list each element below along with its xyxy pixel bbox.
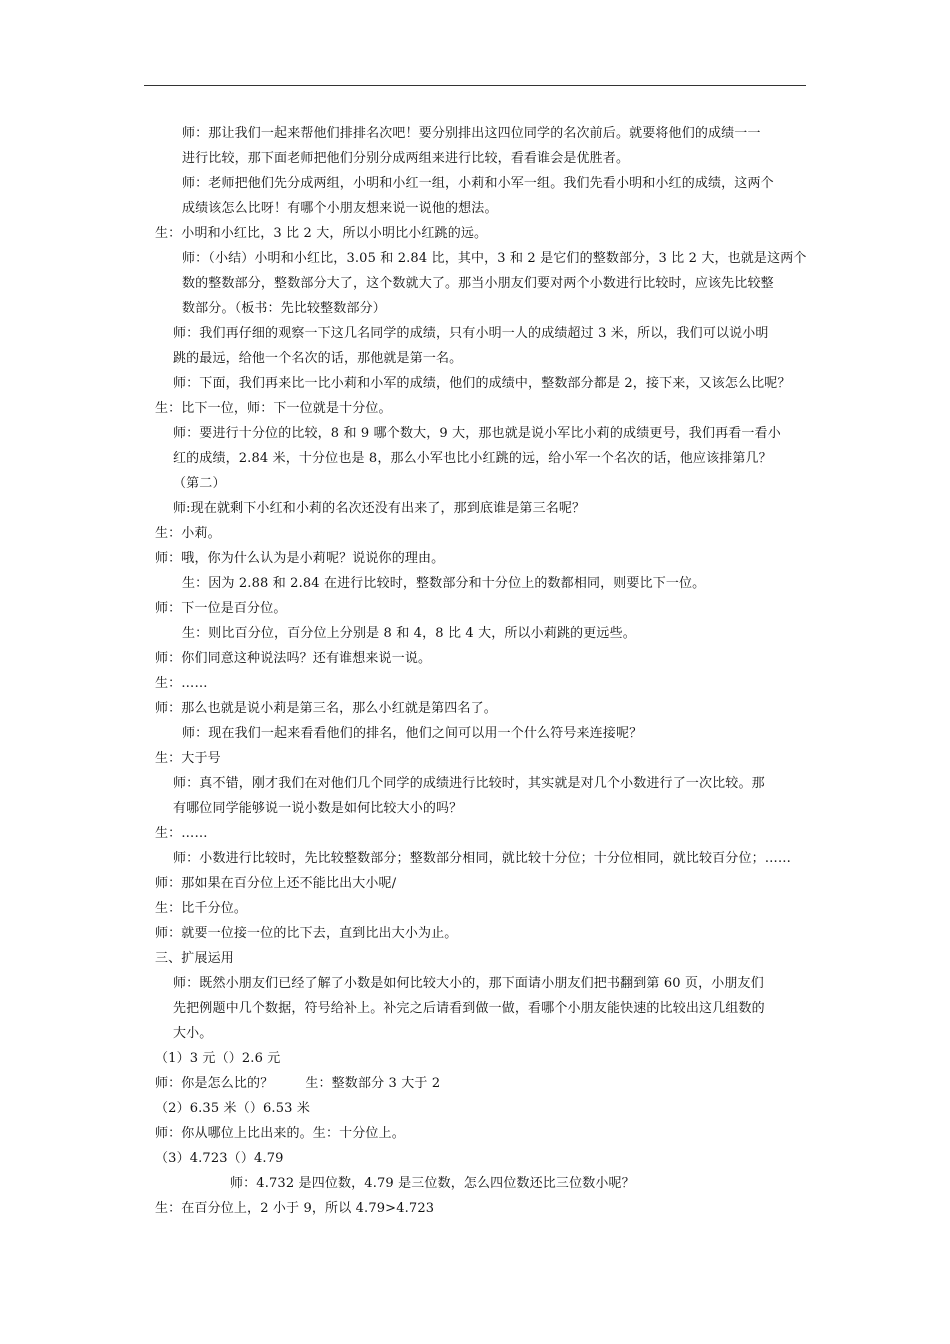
text-line: 生：小明和小红比，3 比 2 大，所以小明比小红跳的远。 bbox=[155, 226, 488, 241]
text-line: 师：4.732 是四位数，4.79 是三位数，怎么四位数还比三位数小呢？ bbox=[230, 1176, 635, 1191]
text-line: 师：我们再仔细的观察一下这几名同学的成绩，只有小明一人的成绩超过 3 米，所以，我们可以说小明 bbox=[173, 326, 769, 341]
text-line: 生：因为 2.88 和 2.84 在进行比较时，整数部分和十分位上的数都相同，则要比下一位。 bbox=[182, 576, 706, 591]
text-line: 生：小莉。 bbox=[155, 526, 221, 541]
text-line: 生：大于号 bbox=[155, 751, 221, 766]
text-line: 红的成绩，2.84 米，十分位也是 8，那么小军也比小红跳的远，给小军一个名次的话，他应该排第几？ bbox=[173, 451, 772, 466]
text-line: 进行比较，那下面老师把他们分别分成两组来进行比较，看看谁会是优胜者。 bbox=[182, 151, 630, 166]
text-line: 师:现在就剩下小红和小莉的名次还没有出来了，那到底谁是第三名呢？ bbox=[173, 501, 586, 516]
text-line: 师：那如果在百分位上还不能比出大小呢/ bbox=[155, 876, 397, 891]
text-line: 师：老师把他们先分成两组，小明和小红一组，小莉和小军一组。我们先看小明和小红的成绩，这两个 bbox=[182, 176, 774, 191]
text-line: 跳的最远，给他一个名次的话，那他就是第一名。 bbox=[173, 351, 463, 366]
text-line: 生：在百分位上，2 小于 9，所以 4.79>4.723 bbox=[155, 1201, 435, 1216]
text-line: 生：比下一位，师：下一位就是十分位。 bbox=[155, 401, 392, 416]
text-line: 师：那么也就是说小莉是第三名，那么小红就是第四名了。 bbox=[155, 701, 497, 716]
text-line: 师：现在我们一起来看看他们的排名，他们之间可以用一个什么符号来连接呢？ bbox=[182, 726, 643, 741]
text-line: 先把例题中几个数据，符号给补上。补完之后请看到做一做，看哪个小朋友能快速的比较出这几组数的 bbox=[173, 1001, 765, 1016]
header-rule bbox=[144, 85, 806, 86]
text-line: 师：哦，你为什么认为是小莉呢？说说你的理由。 bbox=[155, 551, 445, 566]
section-heading: 三、扩展运用 bbox=[155, 951, 234, 966]
text-line bbox=[155, 1074, 440, 1094]
text-line: 师：（小结）小明和小红比，3.05 和 2.84 比，其中，3 和 2 是它们的整数部分，3 比 2 大，也就是这两个 bbox=[182, 251, 807, 266]
text-line: 师：既然小朋友们已经了解了小数是如何比较大小的，那下面请小朋友们把书翻到第 60 页，小朋友们 bbox=[173, 976, 764, 991]
text-line: 生：…… bbox=[155, 676, 208, 691]
text-line: （第二） bbox=[173, 476, 226, 491]
text-line: 师：你们同意这种说法吗？还有谁想来说一说。 bbox=[155, 651, 432, 666]
text-line: 师：下一位是百分位。 bbox=[155, 601, 287, 616]
text-line: 数部分。（板书：先比较整数部分） bbox=[182, 301, 386, 316]
text-line: 数的整数部分，整数部分大了，这个数就大了。那当小朋友们要对两个小数进行比较时，应该先比较整 bbox=[182, 276, 774, 291]
exercise-item: （1）3 元（）2.6 元 bbox=[155, 1051, 281, 1066]
text-line: 师：下面，我们再来比一比小莉和小军的成绩，他们的成绩中，整数部分都是 2，接下来，又该怎么比呢？ bbox=[173, 376, 791, 391]
text-line: 大小。 bbox=[173, 1026, 213, 1041]
text-line: 成绩该怎么比呀！有哪个小朋友想来说一说他的想法。 bbox=[182, 201, 498, 216]
text-line: 生：则比百分位，百分位上分别是 8 和 4，8 比 4 大，所以小莉跳的更远些。 bbox=[182, 626, 636, 641]
text-line: 生：比千分位。 bbox=[155, 901, 248, 916]
text-line: 生：…… bbox=[155, 826, 208, 841]
text-line: 师：小数进行比较时，先比较整数部分；整数部分相同，就比较十分位；十分位相同，就比较百分位；…… bbox=[173, 851, 792, 866]
exercise-item: （3）4.723（）4.79 bbox=[155, 1151, 284, 1166]
text-line: 师：你从哪位上比出来的。生：十分位上。 bbox=[155, 1126, 405, 1141]
exercise-item: （2）6.35 米（）6.53 米 bbox=[155, 1101, 310, 1116]
text-line: 师：就要一位接一位的比下去，直到比出大小为止。 bbox=[155, 926, 458, 941]
text-line: 师：要进行十分位的比较，8 和 9 哪个数大，9 大，那也就是说小军比小莉的成绩更号，我们再看一看小 bbox=[173, 426, 781, 441]
text-line: 师：那让我们一起来帮他们排排名次吧！要分别排出这四位同学的名次前后。就要将他们的成绩一一 bbox=[182, 126, 761, 141]
text-line: 师：真不错，刚才我们在对他们几个同学的成绩进行比较时，其实就是对几个小数进行了一次比较。那 bbox=[173, 776, 765, 791]
teacher-question: 师：你是怎么比的？ bbox=[155, 1076, 274, 1091]
text-line: 有哪位同学能够说一说小数是如何比较大小的吗？ bbox=[173, 801, 463, 816]
student-answer: 生：整数部分 3 大于 2 bbox=[305, 1076, 441, 1091]
